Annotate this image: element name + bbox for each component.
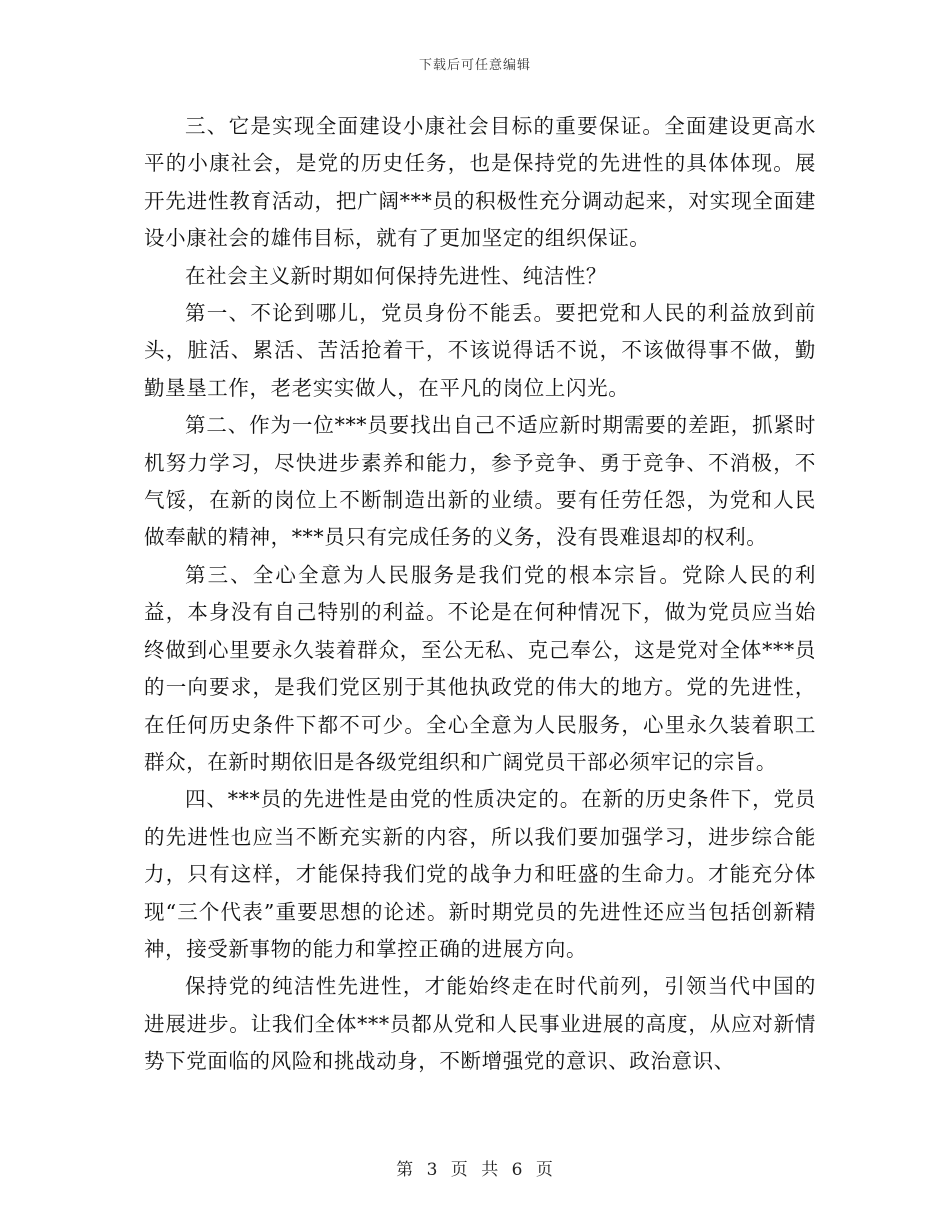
paragraph-4: 第二、作为一位***员要找出自己不适应新时期需要的差距，抓紧时机努力学习，尽快进步素养和能力，参予竞争、勇于竞争、不消极，不气馁，在新的岗位上不断制造出新的业绩。要有任劳任怨，为党和人民做奉献的精神，***员只有完成任务的义务，没有畏难退却的权利。 (144, 413, 816, 550)
body-text (144, 108, 816, 1081)
paragraph-1: 三、它是实现全面建设小康社会目标的重要保证。全面建设更高水平的小康社会，是党的历史任务，也是保持党的先进性的具体体现。展开先进性教育活动，把广阔***员的积极性充分调动起来，对实现全面建设小康社会的雄伟目标，就有了更加坚定的组织保证。 (144, 114, 816, 251)
paragraph-5: 第三、全心全意为人民服务是我们党的根本宗旨。党除人民的利益，本身没有自己特别的利益。不论是在何种情况下，做为党员应当始终做到心里要永久装着群众，至公无私、克己奉公，这是党对全体***员的一向要求，是我们党区别于其他执政党的伟大的地方。党的先进性，在任何历史条件下都不可少。全心全意为人民服务，心里永久装着职工群众，在新时期依旧是各级党组织和广阔党员干部必须牢记的宗旨。 (144, 562, 816, 774)
paragraph-3: 第一、不论到哪儿，党员身份不能丢。要把党和人民的利益放到前头，脏活、累活、苦活抢着干，不该说得话不说，不该做得事不做，勤勤垦垦工作，老老实实做人，在平凡的岗位上闪光。 (144, 301, 816, 400)
paragraph-6: 四、***员的先进性是由党的性质决定的。在新的历史条件下，党员的先进性也应当不断充实新的内容，所以我们要加强学习，进步综合能力，只有这样，才能保持我们党的战争力和旺盛的生命力。才能充分体现“三个代表”重要思想的论述。新时期党员的先进性还应当包括创新精神，接受新事物的能力和掌控正确的进展方向。 (144, 787, 816, 961)
header-note: 下载后可任意编辑 (418, 58, 531, 73)
page-number: 第 3 页 共 6 页 (396, 1160, 554, 1180)
paragraph-7: 保持党的纯洁性先进性，才能始终走在时代前列，引领当代中国的进展进步。让我们全体***员都从党和人民事业进展的高度，从应对新情势下党面临的风险和挑战动身，不断增强党的意识、政治意识、 (144, 974, 816, 1074)
paragraph-2: 在社会主义新时期如何保持先进性、纯洁性？ (185, 263, 607, 288)
